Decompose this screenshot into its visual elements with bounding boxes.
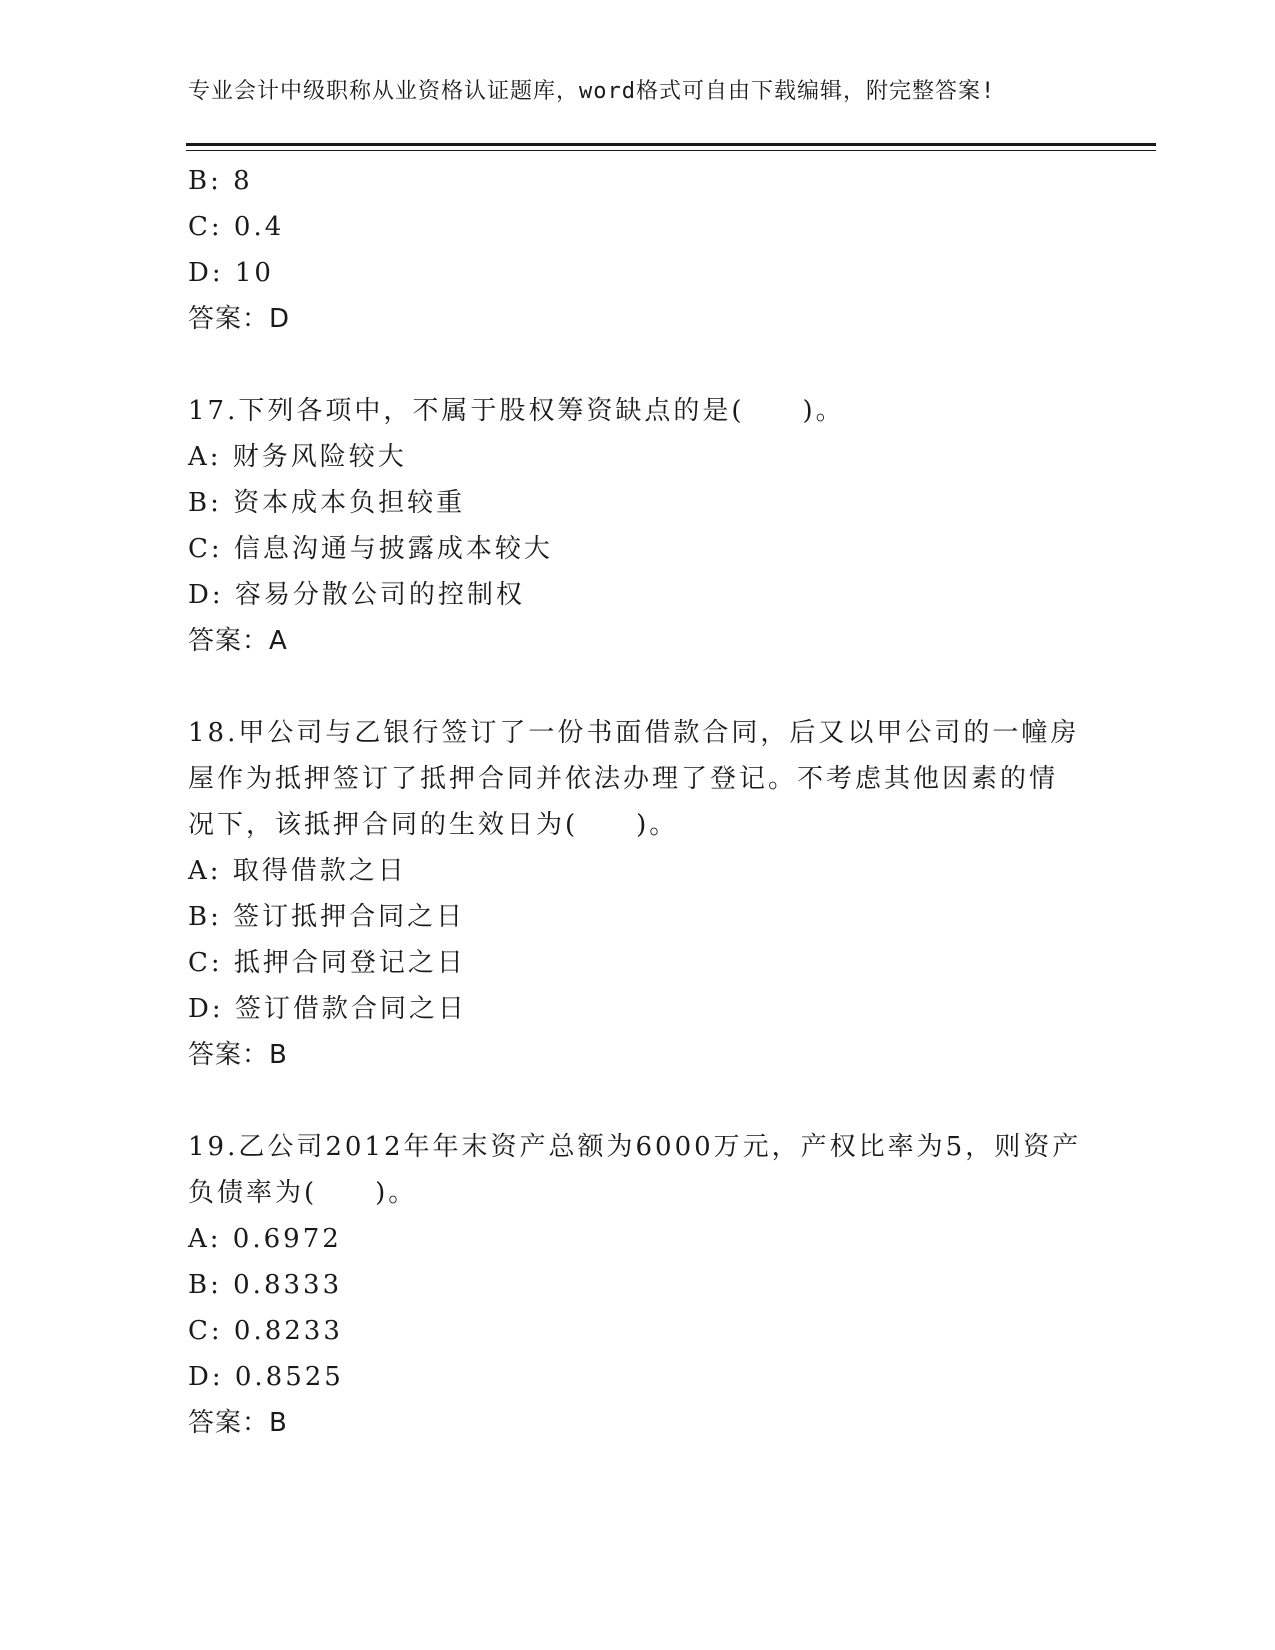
answer: 答案：A	[188, 626, 288, 656]
question-text-line-2: 屋作为抵押签订了抵押合同并依法办理了登记。不考虑其他因素的情	[188, 764, 1059, 794]
answer: 答案：D	[188, 304, 291, 334]
option-d: D: 0.8525	[188, 1362, 344, 1392]
question-19	[188, 1124, 1088, 1446]
question-text-line-1: 18.甲公司与乙银行签订了一份书面借款合同，后又以甲公司的一幢房	[188, 718, 1080, 748]
option-c: C: 抵押合同登记之日	[188, 948, 466, 978]
answer: 答案：B	[188, 1408, 288, 1438]
option-c: C: 0.8233	[188, 1316, 343, 1346]
option-b: B: 签订抵押合同之日	[188, 902, 466, 932]
option-b: B: 0.8333	[188, 1270, 343, 1300]
page-header: 专业会计中级职称从业资格认证题库，word格式可自由下载编辑，附完整答案!	[188, 79, 996, 104]
header-rule-thick	[186, 143, 1156, 146]
option-a: A: 财务风险较大	[188, 442, 407, 472]
option-d: D: 签订借款合同之日	[188, 994, 467, 1024]
option-a: A: 0.6972	[188, 1224, 342, 1254]
question-17	[188, 388, 1088, 664]
option-a: A: 取得借款之日	[188, 856, 407, 886]
question-text-line-2: 负债率为( )。	[188, 1178, 418, 1208]
option-d: D: 10	[188, 258, 274, 288]
question-list	[188, 158, 1088, 1446]
option-d: D: 容易分散公司的控制权	[188, 580, 525, 610]
question-text-line-3: 况下，该抵押合同的生效日为( )。	[188, 810, 679, 840]
header-rule-thin	[186, 150, 1156, 151]
option-b: B: 资本成本负担较重	[188, 488, 466, 518]
question-text: 17.下列各项中，不属于股权筹资缺点的是( )。	[188, 396, 845, 426]
spacer	[188, 342, 1088, 388]
option-b: B: 8	[188, 166, 253, 196]
question-18	[188, 710, 1088, 1078]
answer: 答案：B	[188, 1040, 288, 1070]
option-c: C: 信息沟通与披露成本较大	[188, 534, 553, 564]
question-text-line-1: 19.乙公司2012年年末资产总额为6000万元，产权比率为5，则资产	[188, 1132, 1082, 1162]
option-c: C: 0.4	[188, 212, 285, 242]
spacer	[188, 664, 1088, 710]
question-16-tail	[188, 158, 1088, 342]
spacer	[188, 1078, 1088, 1124]
